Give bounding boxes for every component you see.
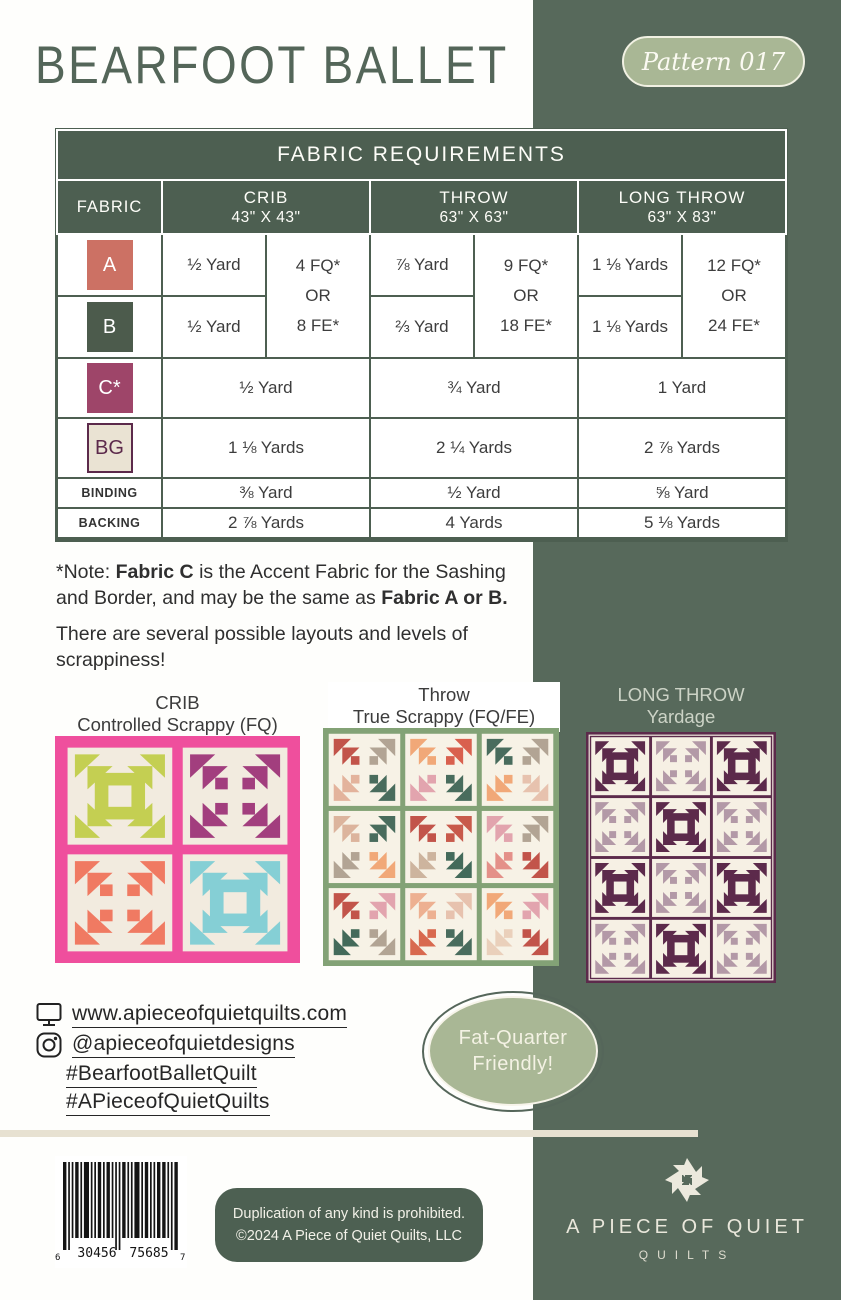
long-throw-header-size: 63" X 83" <box>647 208 717 226</box>
copyright-pill <box>215 1188 483 1262</box>
fabric-bg-label: BG <box>95 436 124 459</box>
note-fabric-c: Fabric C <box>115 561 194 583</box>
binding-crib-yardage: ⅜ Yard <box>163 479 369 507</box>
fat-quarter-line2: Friendly! <box>472 1053 554 1075</box>
crib-layout-subtitle: Controlled Scrappy (FQ) <box>77 713 278 735</box>
svg-text:7: 7 <box>180 1253 186 1263</box>
throw-or-label: OR <box>513 286 539 306</box>
logo-subtitle: QUILTS <box>638 1248 736 1262</box>
svg-text:30456: 30456 <box>77 1246 117 1261</box>
fabric-b-label: B <box>102 315 117 338</box>
long-throw-layout-label <box>586 684 776 728</box>
fabric-a-swatch <box>87 240 133 290</box>
instagram-icon <box>36 1032 62 1058</box>
fabric-a-label: A <box>102 253 117 276</box>
binding-row-label: BINDING <box>58 479 161 507</box>
long-throw-fq-value: 12 FQ* <box>707 256 761 276</box>
fabric-c-swatch <box>87 363 133 413</box>
website-row <box>36 1002 347 1028</box>
throw-layout-title: Throw <box>418 684 470 705</box>
column-header-fabric: FABRIC <box>58 181 161 233</box>
column-header-crib <box>163 181 369 233</box>
fat-quarter-line1: Fat-Quarter <box>458 1027 568 1049</box>
svg-text:75685: 75685 <box>129 1246 169 1261</box>
fabric-bg-swatch <box>87 423 133 473</box>
footer-divider <box>0 1130 698 1137</box>
long-throw-quilt-image <box>586 732 776 983</box>
crib-layout-label <box>55 692 300 736</box>
backing-throw-yardage: 4 Yards <box>371 509 577 537</box>
copyright-line2: ©2024 A Piece of Quiet Quilts, LLC <box>236 1228 462 1244</box>
throw-header-size: 63" X 63" <box>439 208 509 226</box>
website-link[interactable]: www.apieceofquietquilts.com <box>72 1002 347 1028</box>
fabric-bg-throw-yardage: 2 ¼ Yards <box>371 419 577 477</box>
hashtag-row-2 <box>66 1090 270 1116</box>
copyright-line1: Duplication of any kind is prohibited. <box>232 1205 466 1222</box>
fabric-a-throw-yardage: ⅞ Yard <box>371 235 473 295</box>
long-throw-layout-title: LONG THROW <box>617 684 745 705</box>
long-throw-or-label: OR <box>721 286 747 306</box>
note-prefix: *Note: <box>56 561 116 583</box>
throw-fe-value: 18 FE* <box>500 315 552 335</box>
instagram-row <box>36 1032 295 1058</box>
upc-barcode <box>55 1156 187 1268</box>
fabric-c-long-throw-yardage: 1 Yard <box>579 359 785 417</box>
fabric-c-cell <box>58 359 161 417</box>
throw-header-name: THROW <box>439 187 509 207</box>
column-header-throw <box>371 181 577 233</box>
pattern-number-badge <box>622 36 805 87</box>
throw-quilt-image <box>323 728 559 966</box>
fabric-b-swatch <box>87 302 133 352</box>
note-fabric-ab: Fabric A or B. <box>381 586 508 609</box>
pinwheel-logo-icon <box>663 1156 711 1204</box>
hashtag-a-piece-of-quiet[interactable]: #APieceofQuietQuilts <box>66 1090 270 1116</box>
crib-fq-fe-options <box>267 235 369 357</box>
long-throw-fq-fe-options <box>683 235 785 357</box>
fabric-a-crib-yardage: ½ Yard <box>163 235 265 295</box>
fat-quarter-badge <box>428 996 598 1106</box>
throw-fq-fe-options <box>475 235 577 357</box>
fabric-c-label: C* <box>98 376 121 399</box>
fabric-bg-cell <box>58 419 161 477</box>
fabric-requirements-table <box>55 128 788 542</box>
throw-fq-value: 9 FQ* <box>503 256 549 276</box>
binding-long-throw-yardage: ⅝ Yard <box>579 479 785 507</box>
fabric-bg-long-throw-yardage: 2 ⅞ Yards <box>579 419 785 477</box>
backing-row-label: BACKING <box>58 509 161 537</box>
svg-text:6: 6 <box>55 1253 61 1263</box>
crib-fe-value: 8 FE* <box>296 315 340 335</box>
backing-crib-yardage: 2 ⅞ Yards <box>163 509 369 537</box>
instagram-link[interactable]: @apieceofquietdesigns <box>72 1032 295 1058</box>
fabric-b-throw-yardage: ⅔ Yard <box>371 297 473 357</box>
hashtag-bearfoot-ballet[interactable]: #BearfootBalletQuilt <box>66 1062 257 1088</box>
long-throw-header-name: LONG THROW <box>618 187 746 207</box>
fabric-a-cell <box>58 235 161 295</box>
throw-layout-subtitle: True Scrappy (FQ/FE) <box>352 705 536 727</box>
crib-fq-value: 4 FQ* <box>295 256 341 276</box>
crib-layout-title: CRIB <box>155 692 200 713</box>
pattern-number-label: Pattern 017 <box>641 47 786 76</box>
accent-fabric-note <box>56 560 531 612</box>
fabric-a-long-throw-yardage: 1 ⅛ Yards <box>579 235 681 295</box>
long-throw-layout-subtitle: Yardage <box>646 705 716 727</box>
fabric-c-crib-yardage: ½ Yard <box>163 359 369 417</box>
page-title: BEARFOOT BALLET <box>35 35 509 95</box>
table-title: FABRIC REQUIREMENTS <box>58 131 785 179</box>
backing-long-throw-yardage: 5 ⅛ Yards <box>579 509 785 537</box>
fabric-b-crib-yardage: ½ Yard <box>163 297 265 357</box>
fabric-bg-crib-yardage: 1 ⅛ Yards <box>163 419 369 477</box>
fabric-c-throw-yardage: ¾ Yard <box>371 359 577 417</box>
hashtag-row-1 <box>66 1062 257 1088</box>
binding-throw-yardage: ½ Yard <box>371 479 577 507</box>
monitor-icon <box>36 1002 62 1028</box>
throw-layout-label <box>328 682 560 732</box>
crib-quilt-image <box>55 736 300 963</box>
logo-wordmark: A PIECE OF QUIET <box>566 1216 808 1238</box>
crib-header-name: CRIB <box>243 187 289 207</box>
note-middle: is the Accent Fabric for the Sashing and Border, and may be the same as <box>56 561 506 609</box>
fabric-b-cell <box>58 297 161 357</box>
column-header-long-throw <box>579 181 785 233</box>
fabric-b-long-throw-yardage: 1 ⅛ Yards <box>579 297 681 357</box>
layouts-intro-text: There are several possible layouts and levels of scrappiness! <box>56 623 468 671</box>
long-throw-fe-value: 24 FE* <box>708 315 760 335</box>
crib-header-size: 43" X 43" <box>231 208 301 226</box>
crib-or-label: OR <box>305 286 331 306</box>
